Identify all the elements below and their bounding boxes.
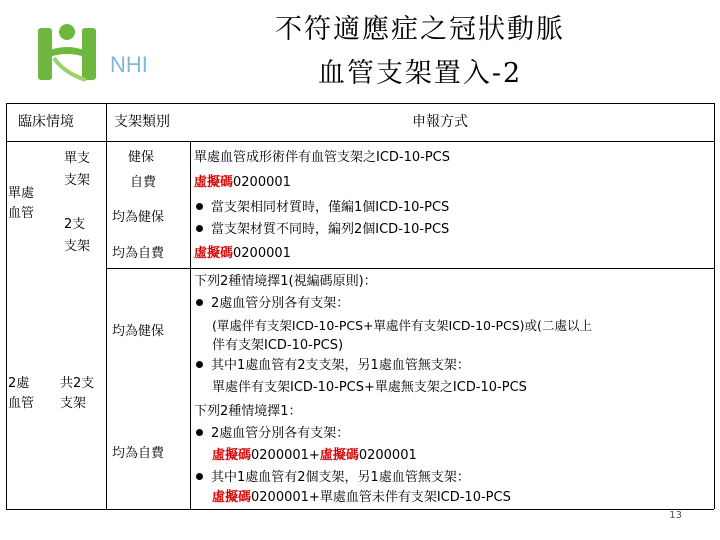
virtual-code: 虛擬碼 [194,175,234,190]
title-line-1: 不符適應症之冠狀動脈 [275,14,565,45]
single-vessel-label: 單處 血管 [8,186,35,221]
two-stent-label: 2支 支架 [64,217,91,254]
column-divider-2 [190,141,191,509]
code-number: 0200001 [233,175,291,190]
two-insurance-bullet-1: 當支架相同材質時，僅編1個ICD-10-PCS [196,198,449,218]
bullet-icon [196,203,203,210]
bullet-icon [196,473,203,480]
table-left-border [6,103,7,509]
bullet-icon [196,299,203,306]
multi-insurance-label: 均為健保 [112,324,165,339]
multi-self-line-1: 下列2種情境擇1： [194,404,302,419]
two-vessel-stent-label: 共2支 支架 [60,376,95,411]
table-right-border [714,103,715,509]
two-self-text [194,244,291,264]
table-top-border [6,103,714,104]
two-vessel-label: 2處 血管 [8,376,35,411]
header-stent-type: 支架類別 [114,114,170,130]
multi-ins-line-1: 下列2種情境擇1(視編碼原則)： [194,274,377,289]
multi-self-bullet-1: 2處血管分別各有支架： [196,424,349,444]
multi-self-code-line: 虛擬碼0200001+虛擬碼0200001 [212,448,417,463]
single-self-label: 自費 [130,175,157,190]
page-title [210,8,630,96]
multi-ins-bullet-2: 其中1處血管有2支支架，另1處血管無支架： [196,356,470,376]
column-divider [106,103,107,509]
bullet-icon [196,429,203,436]
page-number: 13 [669,510,682,521]
header-bottom-border [6,141,714,142]
code-number: 0200001 [233,246,291,261]
header-clinical: 臨床情境 [18,114,74,130]
two-insurance-bullet-2: 當支架材質不同時，編列2個ICD-10-PCS [196,220,449,240]
multi-ins-line-3: 伴有支架ICD-10-PCS) [212,338,344,353]
bullet-icon [196,225,203,232]
multi-ins-line-2: (單處伴有支架ICD-10-PCS+單處伴有支架ICD-10-PCS)或(二處以上 [212,318,592,333]
single-insurance-text: 單處血管成形術伴有血管支架之ICD-10-PCS [194,150,451,165]
two-insurance-label: 均為健保 [112,210,165,225]
logo-text: NHI [110,52,148,77]
virtual-code: 虛擬碼 [194,246,234,261]
single-insurance-label: 健保 [128,150,155,165]
row-divider-mid [106,268,714,269]
title-line-2: 血管支架置入-2 [317,58,523,89]
header-reporting: 申報方式 [412,114,468,130]
nhi-logo [24,18,174,88]
multi-self-bullet-2: 其中1處血管有2個支架，另1處血管無支架： [196,468,470,488]
multi-self-label: 均為自費 [112,446,165,461]
two-self-label: 均為自費 [112,246,165,261]
table-bottom-border [6,509,714,510]
single-stent-label: 單支 支架 [64,151,91,188]
multi-self-line-2: 虛擬碼0200001+單處血管未伴有支架ICD-10-PCS [212,490,511,505]
single-self-text [194,173,291,193]
multi-ins-line-4: 單處伴有支架ICD-10-PCS+單處無支架之ICD-10-PCS [212,380,527,395]
bullet-icon [196,361,203,368]
multi-ins-bullet-1: 2處血管分別各有支架： [196,294,349,314]
